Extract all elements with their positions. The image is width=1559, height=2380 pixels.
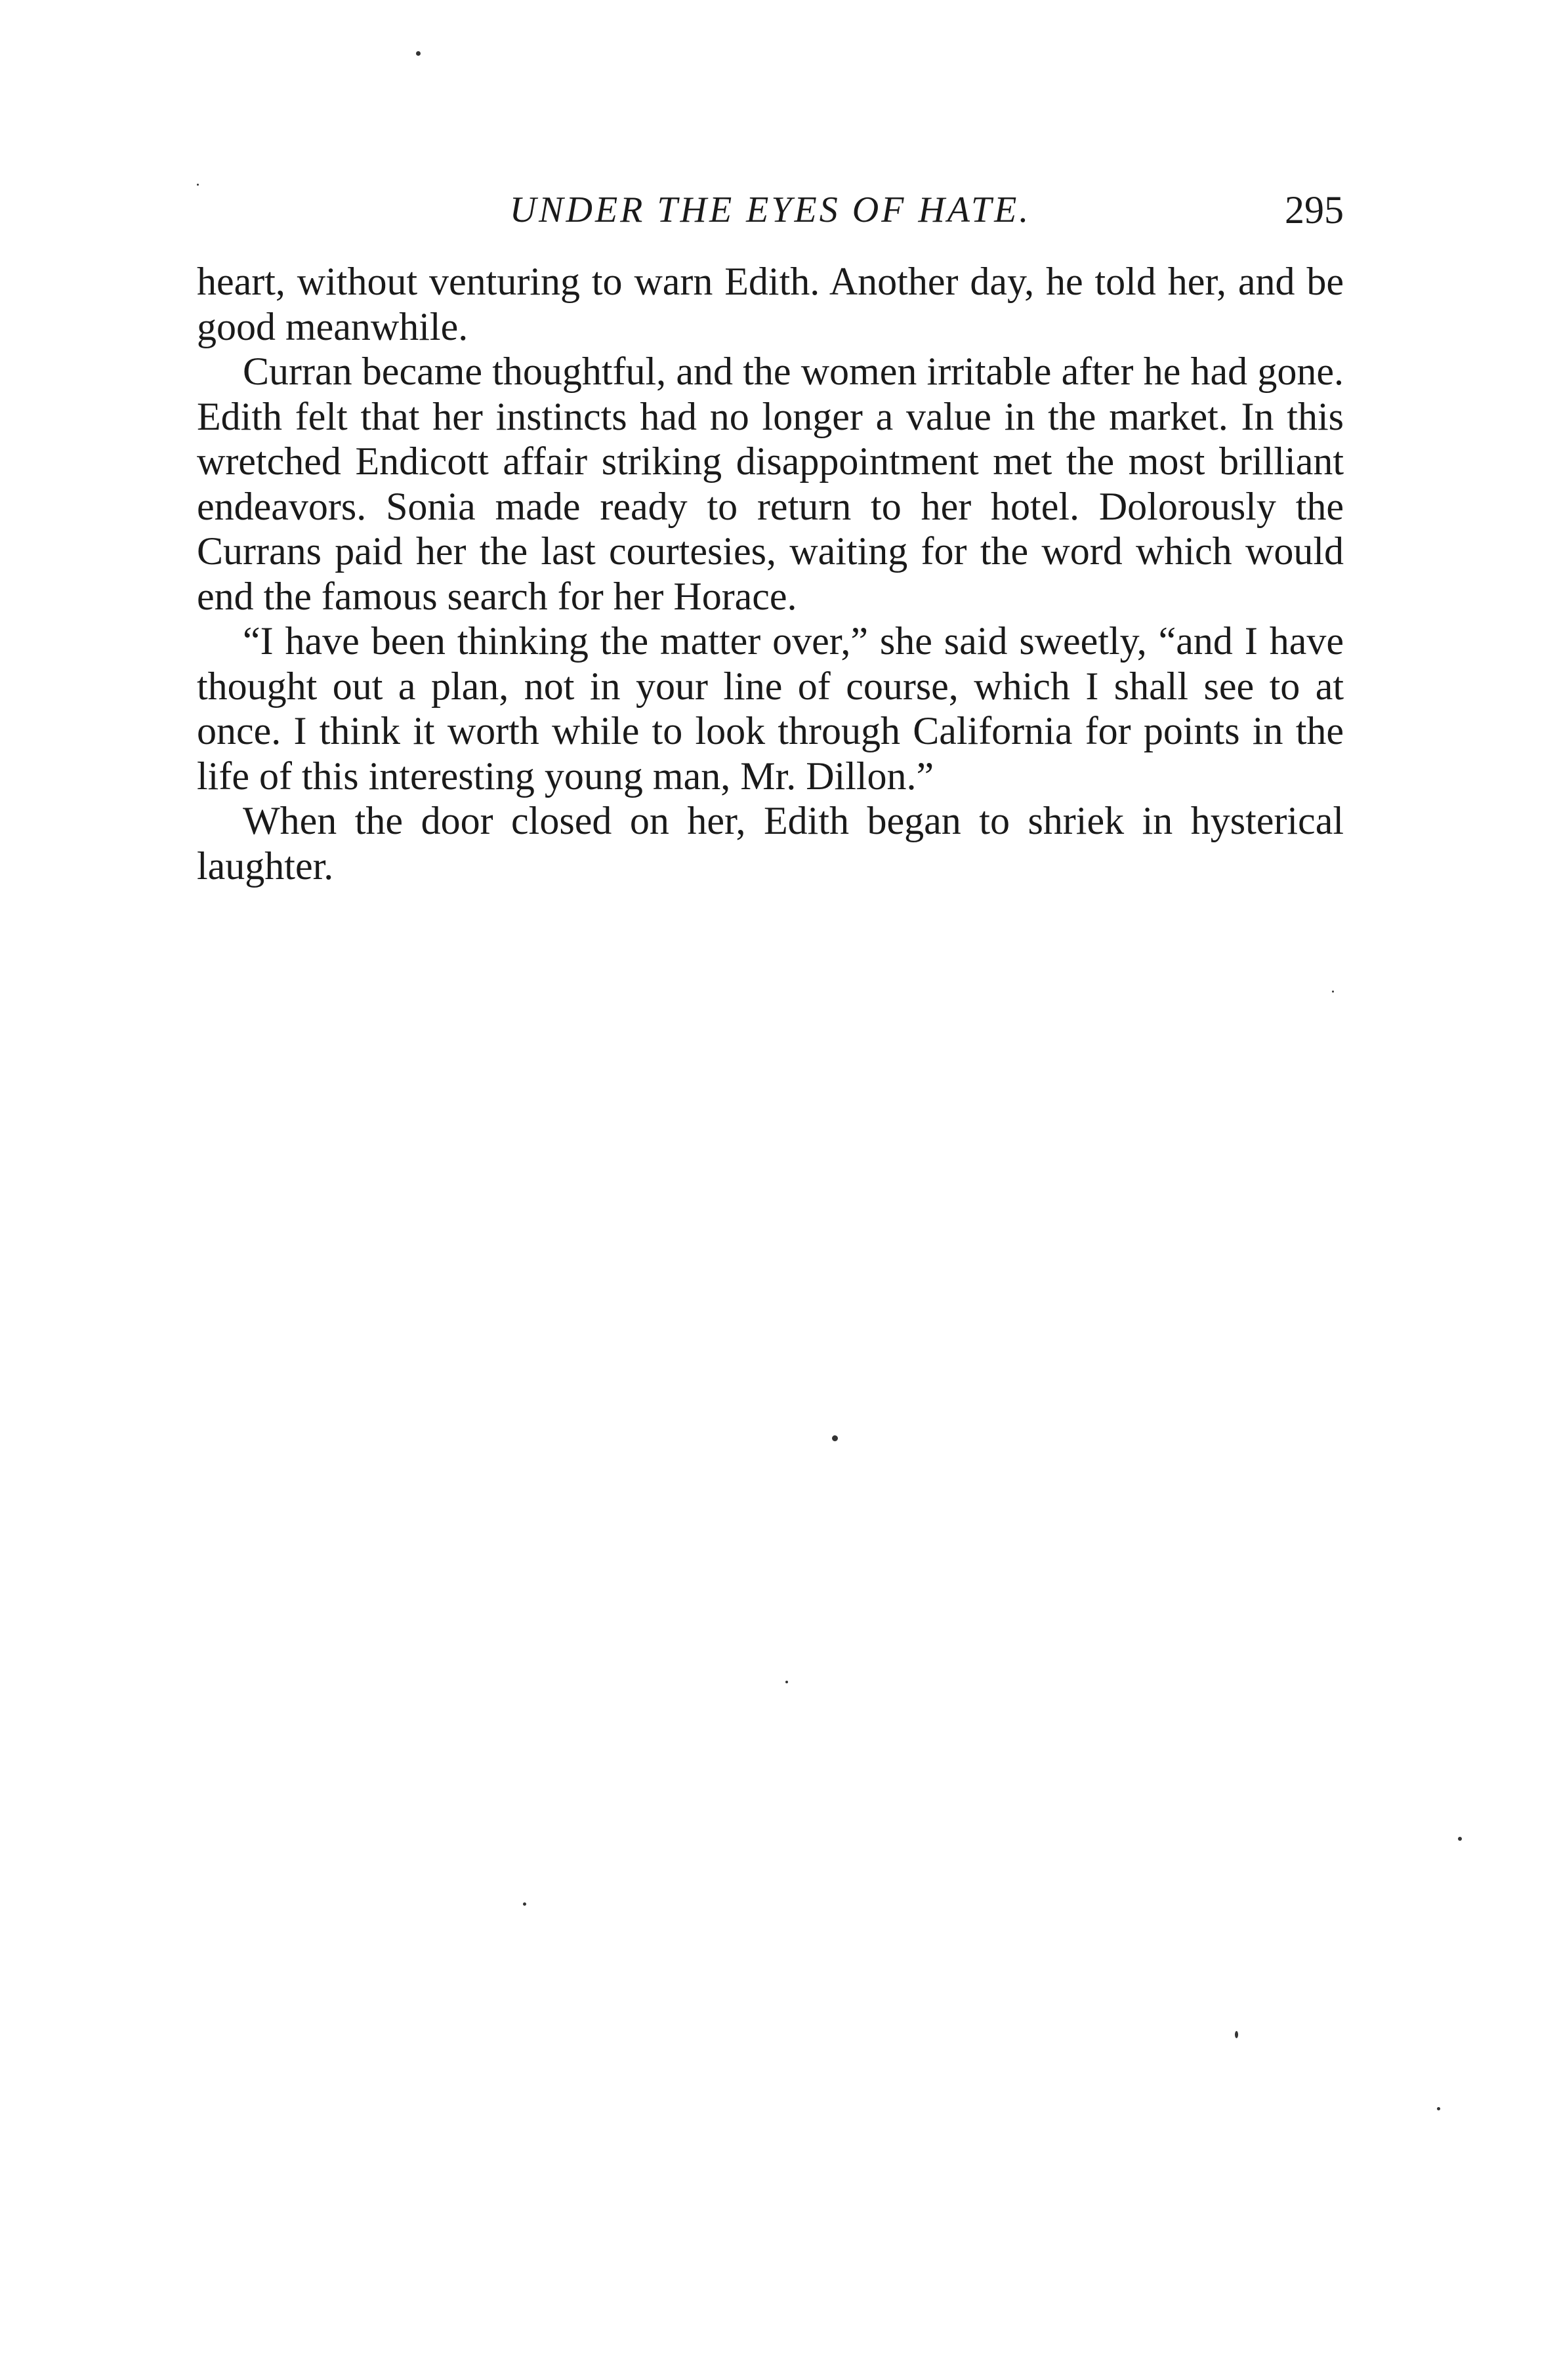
paragraph-1: heart, without venturing to warn Edith. Another day, he told her, and be good meanwhile. bbox=[197, 260, 1344, 348]
scan-speck bbox=[1332, 991, 1334, 993]
scan-speck bbox=[197, 184, 199, 186]
scan-speck bbox=[1437, 2107, 1440, 2110]
paragraph-4: When the door closed on her, Edith began to shriek in hysterical laughter. bbox=[197, 799, 1344, 888]
paragraph-3: “I have been thinking the matter over,” she said sweetly, “and I have thought out a plan, not in your line of course, which I shall see to at once. I think it worth while to look through California for points in the life of this interesting young man, Mr. Dillon.” bbox=[197, 619, 1344, 798]
scan-speck bbox=[832, 1435, 838, 1441]
scan-speck bbox=[416, 51, 421, 56]
paragraph-2: Curran became thoughtful, and the women irritable after he had gone. Edith felt that her instincts had no longer a value in the market. In this wretched Endicott affair striking disappointment met the most brilliant endeavors. Sonia made ready to return to her hotel. Dolorously the Currans paid her the last courtesies, waiting for the word which would end the famous search for her Horace. bbox=[197, 350, 1344, 618]
scan-speck bbox=[1235, 2031, 1238, 2038]
scan-speck bbox=[1458, 1837, 1462, 1841]
page-number: 295 bbox=[1285, 188, 1344, 232]
running-title: UNDER THE EYES OF HATE. bbox=[509, 190, 1031, 230]
page-header bbox=[197, 184, 1344, 236]
scan-speck bbox=[523, 1902, 526, 1906]
scan-speck bbox=[785, 1681, 788, 1683]
body-text bbox=[197, 259, 1344, 888]
